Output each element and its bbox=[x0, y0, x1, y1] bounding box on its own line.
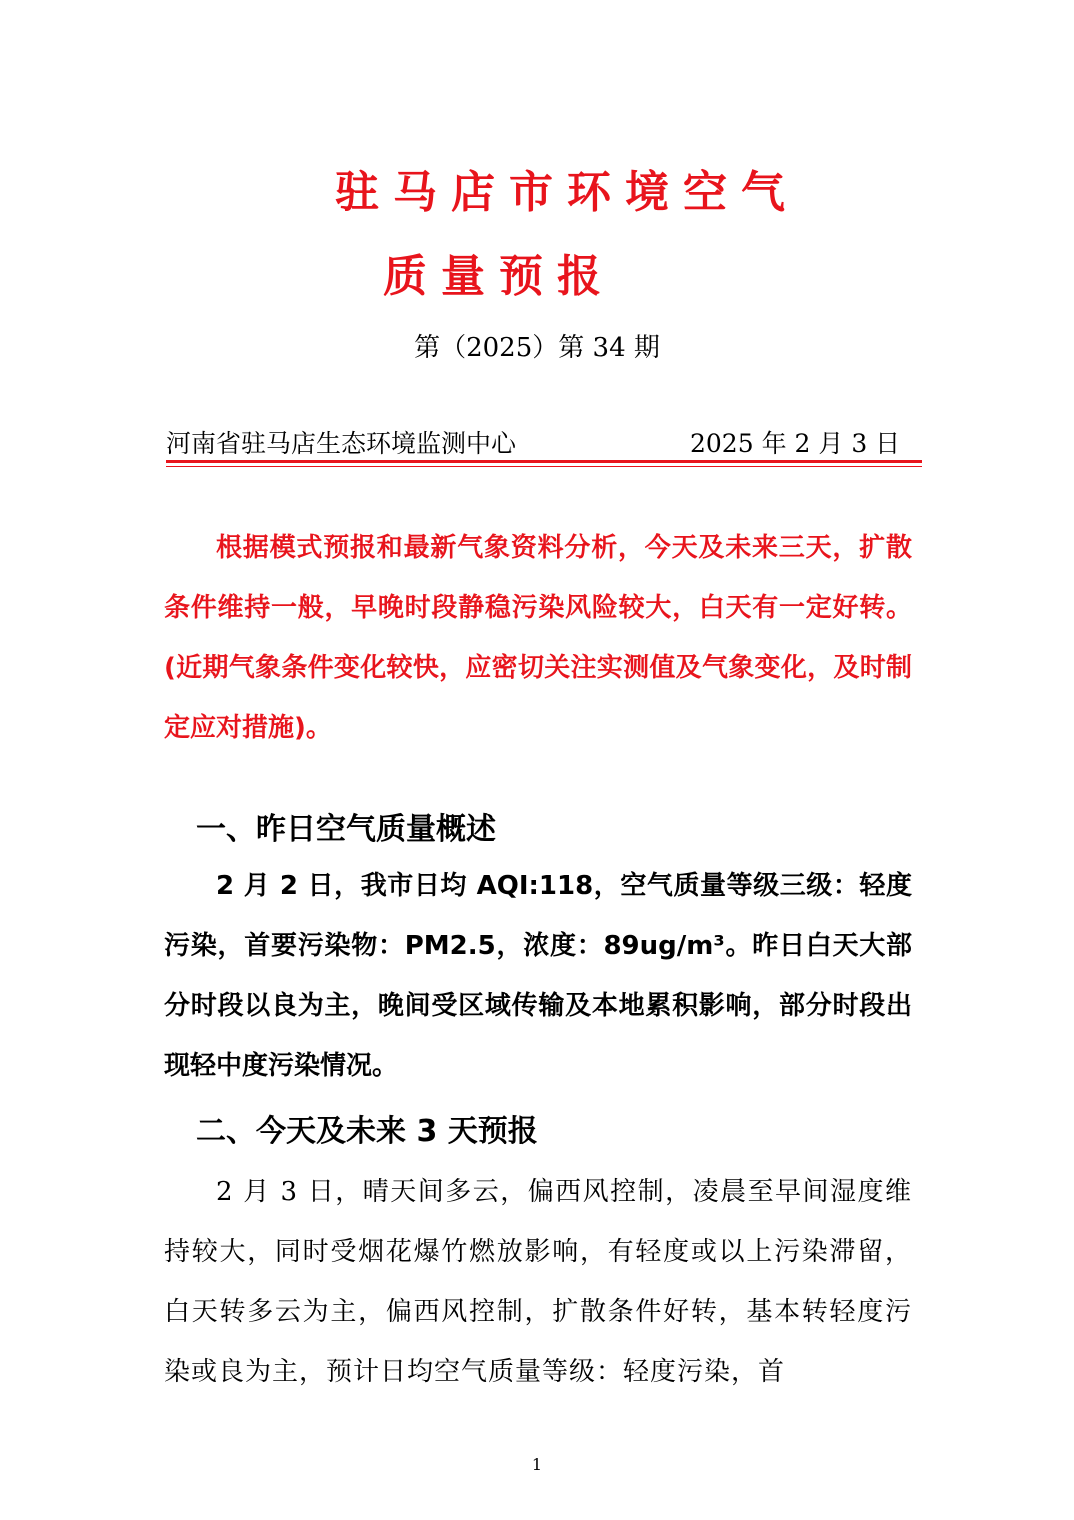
header-divider-thin bbox=[166, 466, 922, 467]
document-title-line2: 质量预报 bbox=[383, 251, 615, 302]
header-divider-thick bbox=[166, 460, 922, 463]
document-title-line1: 驻马店市环境空气 bbox=[335, 167, 799, 218]
section-body-forecast: 2 月 3 日，晴天间多云，偏西风控制，凌晨至早间湿度维持较大，同时受烟花爆竹燃放影响，有轻度或以上污染滞留，白天转多云为主，偏西风控制，扩散条件好转，基本转轻度污染或良为主，预计日均空气质量等级：轻度污染，首 bbox=[164, 1177, 912, 1387]
issuing-organization: 河南省驻马店生态环境监测中心 bbox=[166, 429, 517, 458]
issue-number: 第（2025）第 34 期 bbox=[414, 333, 660, 363]
forecast-summary: 根据模式预报和最新气象资料分析，今天及未来三天，扩散条件维持一般，早晚时段静稳污染风险较大，白天有一定好转。(近期气象条件变化较快，应密切关注实测值及气象变化，及时制定应对措施)。 bbox=[164, 533, 912, 743]
section-body-yesterday: 2 月 2 日，我市日均 AQI:118，空气质量等级三级：轻度污染，首要污染物：PM2.5，浓度：89ug/m³。昨日白天大部分时段以良为主，晚间受区域传输及本地累积影响，部分时段出现轻中度污染情况。 bbox=[164, 871, 912, 1081]
page-number: 1 bbox=[531, 1455, 543, 1474]
section-heading-forecast: 二、今天及未来 3 天预报 bbox=[196, 1114, 538, 1149]
section-heading-yesterday: 一、昨日空气质量概述 bbox=[196, 812, 496, 847]
issue-date: 2025 年 2 月 3 日 bbox=[690, 429, 901, 458]
